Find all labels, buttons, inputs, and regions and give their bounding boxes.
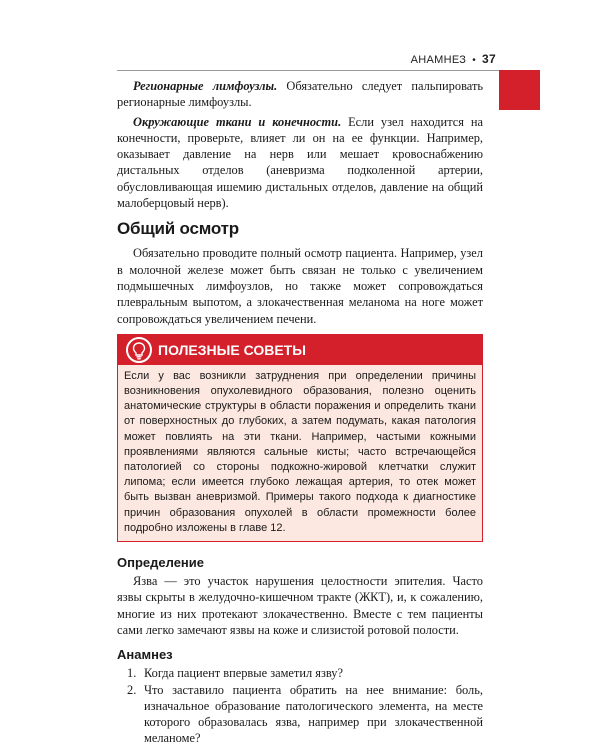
tips-box: [117, 334, 483, 542]
tips-box-header: [118, 335, 482, 365]
paragraph-general-exam: Обязательно проводите полный осмотр пациента. Например, узел в молочной железе может быть связан не только с увеличением подмышечных лимфоузлов, но также может сопровождаться плевральным выпотом, а злокачественная меланома на ноге может сопровождаться увеличением печени.: [117, 246, 483, 326]
paragraph-lymph-nodes: [117, 78, 483, 111]
list-item-number: 2.: [127, 682, 137, 697]
list-item: [117, 682, 483, 747]
page-content: [117, 78, 483, 747]
paragraph-surrounding-tissues: [117, 114, 483, 212]
tips-box-text: Если у вас возникли затруднения при определении причины возникновения опухолевидного образования, полезно оценить анатомические структуры в области поражения и определить ткани от поверхностных до глубоких, а затем подумать, какая патология может повлиять на эти ткани. Например, частыми кожными проявлениями являются сальные кисты; часто встречающейся патологией со стороны подкожно-жировой клетчатки служит липома; если имеется глубоко лежащая артерия, то отек может быть вызван аневризмой. Примеры такого подхода к диагностике причин образования опухолей в области промежности более подробно изложены в главе 12.: [124, 369, 476, 534]
tips-box-title: ПОЛЕЗНЫЕ СОВЕТЫ: [158, 341, 306, 358]
heading-definition: Определение: [117, 555, 205, 571]
lightbulb-icon: [126, 337, 152, 363]
list-item: [117, 665, 483, 681]
chapter-tab: [499, 70, 540, 110]
lead-surrounding-tissues: Окружающие ткани и конечности.: [133, 114, 342, 129]
header-rule: [117, 70, 499, 71]
list-item-text: Что заставило пациента обратить на нее внимание: боль, изначальное образование патологического элемента, на месте которого образовалась язва, например при злокачественной меланоме?: [144, 682, 483, 746]
anamnesis-list: [117, 665, 483, 746]
lead-lymph-nodes: Регионарные лимфоузлы.: [133, 79, 278, 93]
paragraph-definition: Язва — это участок нарушения целостности эпителия. Часто язвы скрыты в желудочно-кишечном тракте (ЖКТ), и, к сожалению, многие из них протекают злокачественно. Вместе с тем пациенты сами легко замечают язвы на коже и слизистой ротовой полости.: [117, 574, 483, 637]
header-bullet: •: [472, 55, 477, 66]
running-header: [411, 52, 496, 66]
list-item-text: Когда пациент впервые заметил язву?: [144, 666, 343, 681]
heading-anamnesis: Анамнез: [117, 647, 173, 663]
text-lymph-nodes: Обязательно следует пальпировать регионарные лимфоузлы.: [117, 79, 484, 110]
text-surrounding-tissues: Если узел находится на конечности, проверьте, влияет ли он на ее функции. Например, оказывает давление на нерв или мешает кровоснабжению дистальных отделов (аневризма подколенной артерии, обусловливающая ишемию дистальных отделов, давление на общий малоберцовый нерв).: [117, 114, 483, 211]
heading-general-exam: Общий осмотр: [117, 219, 239, 239]
list-item-number: 1.: [127, 666, 137, 681]
running-header-section: АНАМНЕЗ: [410, 54, 467, 66]
page-number: 37: [482, 52, 496, 66]
